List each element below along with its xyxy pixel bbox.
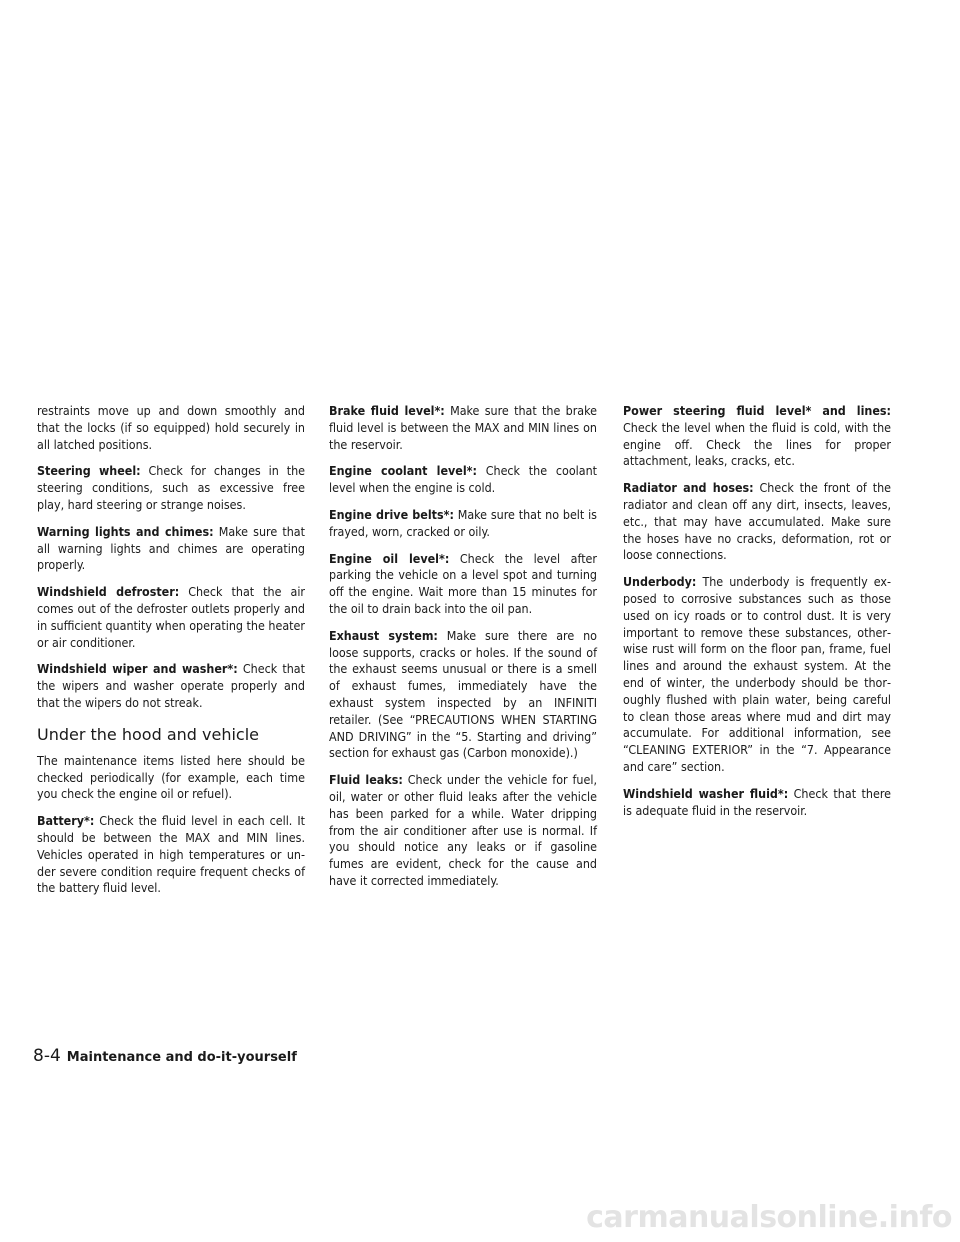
chapter-title: Maintenance and do-it-yourself	[66, 1050, 297, 1065]
term-windshield-defroster: Windshield defroster:	[37, 584, 180, 600]
term-engine-coolant: Engine coolant level*:	[329, 463, 477, 479]
column-right	[623, 403, 891, 829]
paragraph-engine-oil: Engine oil level*: Check the level after parking the vehicle on a level spot and turning off the engine. Wait more than 15 minutes for the oil to drain back into the oil pan.	[329, 550, 598, 616]
paragraph-windshield-defroster: Windshield defroster: Check that the air comes out of the defroster outlets properly and in sufficient quantity when operating the heater or air conditioner.	[37, 584, 305, 650]
term-warning-lights: Warning lights and chimes:	[37, 523, 214, 539]
paragraph-washer-fluid: Windshield washer fluid*: Check that there is adequate fluid in the reservoir.	[623, 785, 891, 818]
paragraph-restraints: restraints move up and down smoothly and that the locks (if so equipped) hold securely in all latched positions.	[37, 403, 305, 452]
page-footer	[33, 1047, 297, 1067]
paragraph-brake-fluid: Brake fluid level*: Make sure that the brake fluid level is between the MAX and MIN lines on the reservoir.	[329, 403, 597, 452]
paragraph-radiator-hoses: Radiator and hoses: Check the front of the radiator and clean off any dirt, insects, leaves, etc., that may have accumulated. Make sure the hoses have no cracks, deformation, rot or loose connections.	[623, 480, 891, 563]
term-steering-wheel: Steering wheel:	[37, 463, 141, 479]
term-fluid-leaks: Fluid leaks:	[329, 772, 403, 788]
paragraph-exhaust-system: Exhaust system: Make sure there are no loose supports, cracks or holes. If the sound of the exhaust seems unusual or there is a smell of exhaust fumes, immediately have the exhaust system inspected by an INFINITI retailer. (See “PRECAUTIONS WHEN STARTING AND DRIVING” in the “5. Starting and driving” section for exhaust gas (Carbon monoxide).)	[329, 627, 597, 761]
paragraph-warning-lights: Warning lights and chimes: Make sure that all warning lights and chimes are operating properly.	[37, 523, 305, 573]
section-title: Under the hood and vehicle	[37, 724, 259, 744]
term-wiper-washer: Windshield wiper and washer*:	[37, 661, 238, 677]
column-left	[37, 403, 305, 907]
paragraph-intro: The maintenance items listed here should be checked periodically (for example, each time you check the engine oil or refuel).	[37, 752, 305, 802]
paragraph-drive-belts: Engine drive belts*: Make sure that no belt is frayed, worn, cracked or oily.	[329, 506, 597, 539]
paragraph-power-steering: Power steering fluid level* and lines: Check the level when the fluid is cold, with the engine off. Check the lines for proper attachment, leaks, cracks, etc.	[623, 403, 891, 469]
term-exhaust-system: Exhaust system:	[329, 627, 438, 643]
term-washer-fluid: Windshield washer fluid*:	[623, 785, 789, 801]
term-brake-fluid: Brake fluid level*:	[329, 403, 445, 418]
term-radiator-hoses: Radiator and hoses:	[623, 480, 754, 496]
term-battery: Battery*:	[37, 813, 95, 829]
paragraph-fluid-leaks: Fluid leaks: Check under the vehicle for fuel, oil, water or other fluid leaks after the vehicle has been parked for a while. Water dripping from the air conditioner after use is normal. If you should notice any leaks or if gasoline fumes are evident, check for the cause and have it corrected immediately.	[329, 772, 597, 888]
term-power-steering: Power steering fluid level* and lines:	[623, 403, 891, 418]
term-drive-belts: Engine drive belts*:	[329, 506, 454, 522]
page-number: 8-4	[33, 1046, 61, 1066]
term-underbody: Underbody:	[623, 574, 697, 590]
paragraph-wiper-washer: Windshield wiper and washer*: Check that the wipers and washer operate properly and that the wipers do not streak.	[37, 661, 306, 710]
paragraph-battery: Battery*: Check the fluid level in each cell. It should be between the MAX and MIN lines. Vehicles operated in high temperatures or under severe condition require frequent checks of the battery fluid level.	[37, 813, 305, 896]
term-engine-oil: Engine oil level*:	[329, 550, 450, 566]
watermark: carmanualsonline.info	[586, 1200, 952, 1235]
column-middle	[329, 403, 597, 900]
paragraph-steering-wheel: Steering wheel: Check for changes in the steering conditions, such as excessive free play, hard steering or strange noises.	[37, 463, 305, 512]
paragraph-engine-coolant: Engine coolant level*: Check the coolant level when the engine is cold.	[329, 463, 597, 496]
paragraph-underbody: Underbody: The underbody is frequently exposed to corrosive substances such as those used on icy roads or to control dust. It is very important to remove these substances, otherwise rust will form on the floor pan, frame, fuel lines and around the exhaust system. At the end of winter, the underbody should be thoroughly flushed with plain water, being careful to clean those areas where mud and dirt may accumulate. For additional information, see “CLEANING EXTERIOR” in the “7. Appearance and care” section.	[623, 574, 891, 774]
